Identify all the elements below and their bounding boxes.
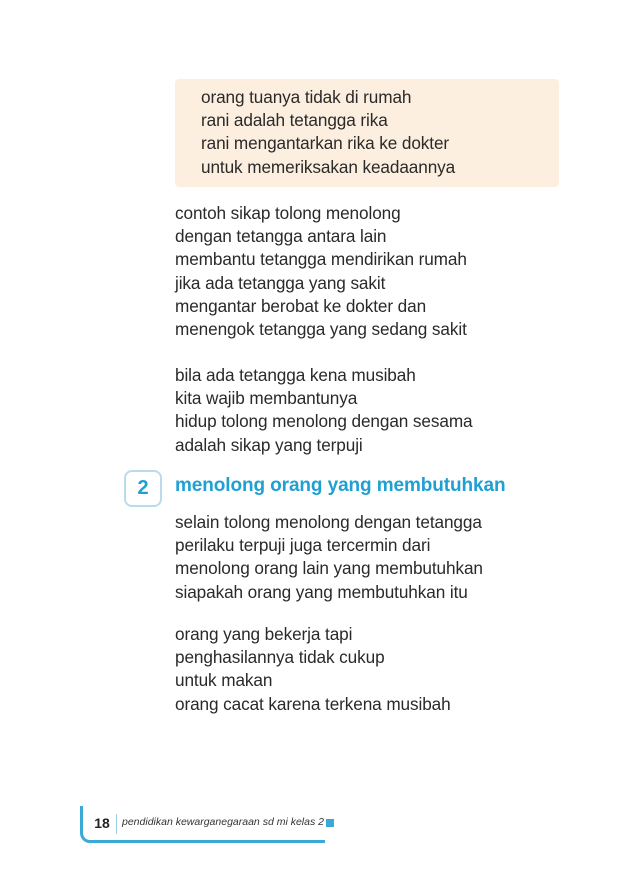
paragraph-line: penghasilannya tidak cukup [175,647,385,668]
story-line: rani mengantarkan rika ke dokter [201,133,450,154]
section-number-badge: 2 [124,470,162,507]
paragraph-line: contoh sikap tolong menolong [175,203,401,223]
paragraph-list [175,623,451,716]
paragraph-line: selain tolong menolong dengan tetangga [175,512,482,532]
paragraph-line: adalah sikap yang terpuji [175,434,363,455]
footer-square-icon [326,819,334,827]
paragraph-line: hidup tolong menolong dengan sesama [175,411,473,432]
paragraph-obligation [175,364,473,457]
paragraph-line: orang yang bekerja tapi [175,624,353,644]
paragraph-intro [175,511,483,604]
footer-divider [116,814,117,834]
section-title: menolong orang yang membutuhkan [175,475,506,496]
story-box [175,79,559,187]
paragraph-line: kita wajib membantunya [175,388,358,409]
page-number: 18 [94,815,110,831]
paragraph-line: perilaku terpuji juga tercermin dari [175,535,431,556]
paragraph-line: bila ada tetangga kena musibah [175,365,416,385]
paragraph-line: menolong orang lain yang membutuhkan [175,558,483,579]
story-line: orang tuanya tidak di rumah [201,87,412,107]
paragraph-line: siapakah orang yang membutuhkan itu [175,581,468,602]
paragraph-line: membantu tetangga mendirikan rumah [175,249,467,270]
story-lines [201,86,455,179]
paragraph-line: jika ada tetangga yang sakit [175,272,386,293]
paragraph-line: orang cacat karena terkena musibah [175,693,451,714]
paragraph-line: mengantar berobat ke dokter dan [175,295,427,316]
story-line: rani adalah tetangga rika [201,110,388,131]
paragraph-line: untuk makan [175,670,273,691]
paragraph-line: menengok tetangga yang sedang sakit [175,319,467,340]
paragraph-line: dengan tetangga antara lain [175,226,387,247]
footer-book-title: pendidikan kewarganegaraan sd mi kelas 2 [122,816,324,828]
paragraph-examples [175,202,467,341]
story-line: untuk memeriksakan keadaannya [201,156,456,177]
